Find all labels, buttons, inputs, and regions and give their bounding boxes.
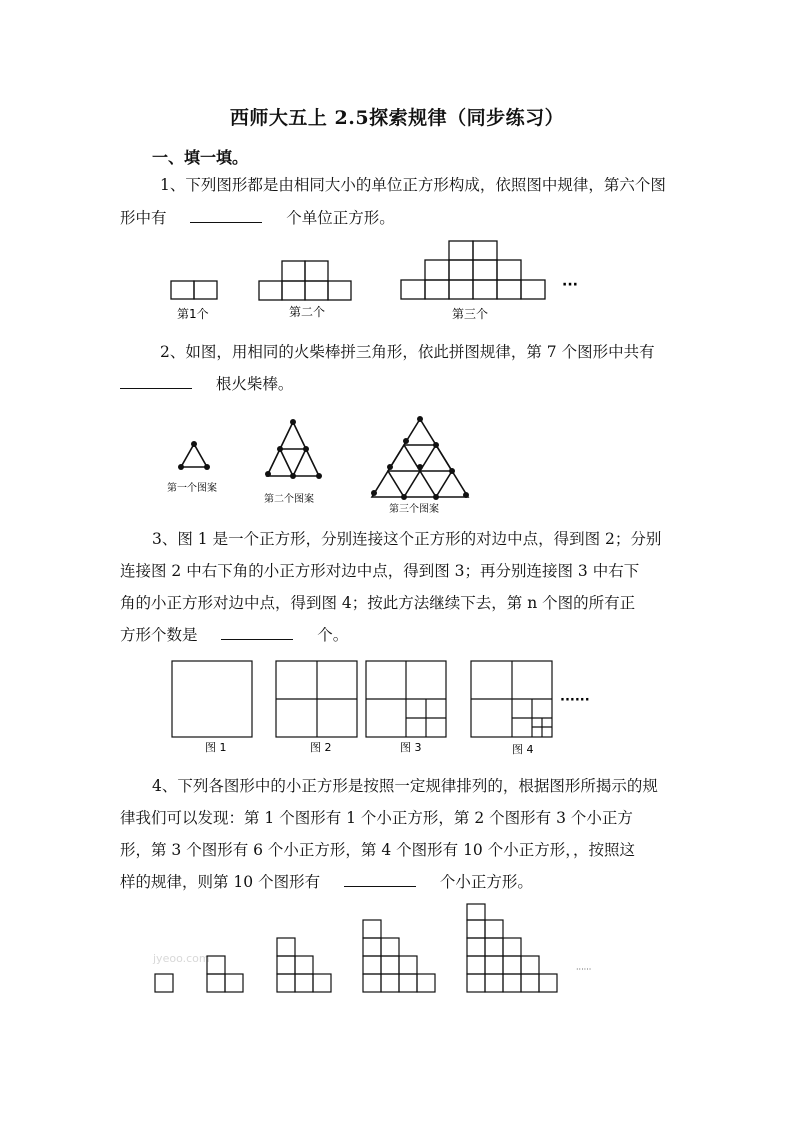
q1-line-2: [120, 208, 395, 228]
q1-shape-2: [259, 261, 351, 300]
q4-shape-3: [277, 938, 331, 992]
q4-figure: [140, 900, 610, 1000]
q4-ellipsis: ······: [576, 965, 592, 974]
q1-text-after-blank: 个单位正方形。: [286, 209, 395, 227]
q2-text-after-blank: 根火柴棒。: [215, 375, 294, 393]
q1-answer-blank[interactable]: [190, 208, 262, 223]
q3-figure: [160, 655, 600, 760]
q3-square-1: [172, 661, 252, 737]
q3-line-2: 连接图 2 中右下角的小正方形对边中点，得到图 3；再分别连接图 3 中右下: [120, 562, 640, 580]
q4-shape-2: [207, 956, 243, 992]
q4-line-3: 形，第 3 个图形有 6 个小正方形，第 4 个图形有 10 个小正方形，，按照这: [120, 841, 635, 859]
q1-shape-3: [401, 241, 545, 299]
q2-line-2: [120, 374, 293, 394]
q3-ellipsis: ······: [560, 693, 590, 708]
q3-line-1: 3、图 1 是一个正方形，分别连接这个正方形的对边中点，得到图 2；分别: [152, 530, 662, 548]
q4-text-after-blank: 个小正方形。: [439, 873, 533, 891]
q3-line-4: [120, 625, 348, 645]
q1-shape-1: [171, 281, 217, 299]
q4-text-before-blank: 样的规律，则第 10 个图形有: [120, 873, 321, 891]
q1-text-before-blank: 形中有: [120, 209, 167, 227]
q3-label-2: 图 2: [310, 741, 332, 754]
q4-shape-1: [155, 974, 173, 992]
q3-answer-blank[interactable]: [221, 625, 293, 640]
q2-line-1: 2、如图，用相同的火柴棒拼三角形，依此拼图规律，第 7 个图形中共有: [160, 343, 655, 361]
q3-square-2: [276, 661, 357, 737]
q3-square-3: [366, 661, 446, 737]
q4-line-4: [120, 872, 533, 892]
q4-line-1: 4、下列各图形中的小正方形是按照一定规律排列的，根据图形所揭示的规: [152, 777, 658, 795]
q1-figure: [160, 236, 600, 326]
q3-text-after-blank: 个。: [317, 626, 349, 644]
q2-label-3: 第三个图案: [389, 504, 439, 515]
q4-shape-4: [363, 920, 435, 992]
q4-watermark: jyeoo.com: [153, 952, 210, 965]
q3-label-1: 图 1: [205, 741, 227, 754]
q4-answer-blank[interactable]: [344, 872, 416, 887]
page-title: 西师大五上 2.5探索规律（同步练习）: [229, 107, 565, 129]
q1-label-2: 第二个: [289, 305, 326, 319]
q2-answer-blank[interactable]: [120, 374, 192, 389]
q1-line-1: 1、下列图形都是由相同大小的单位正方形构成，依照图中规律，第六个图: [160, 176, 666, 194]
q1-label-3: 第三个: [452, 307, 489, 321]
q3-line-3: 角的小正方形对边中点，得到图 4；按此方法继续下去，第 n 个图的所有正: [120, 594, 636, 612]
q1-ellipsis: ···: [562, 277, 578, 293]
q3-text-before-blank: 方形个数是: [120, 626, 198, 644]
q2-figure: [160, 405, 480, 520]
q2-label-2: 第二个图案: [264, 494, 314, 505]
q2-label-1: 第一个图案: [167, 483, 217, 494]
q3-label-3: 图 3: [400, 741, 422, 754]
section-heading: 一、填一填。: [152, 148, 249, 167]
q4-shape-5: [467, 904, 557, 992]
q1-label-1: 第1个: [177, 307, 209, 321]
q3-label-4: 图 4: [512, 743, 534, 756]
q3-square-4: [471, 661, 552, 737]
q4-line-2: 律我们可以发现：第 1 个图形有 1 个小正方形，第 2 个图形有 3 个小正方: [120, 809, 633, 827]
